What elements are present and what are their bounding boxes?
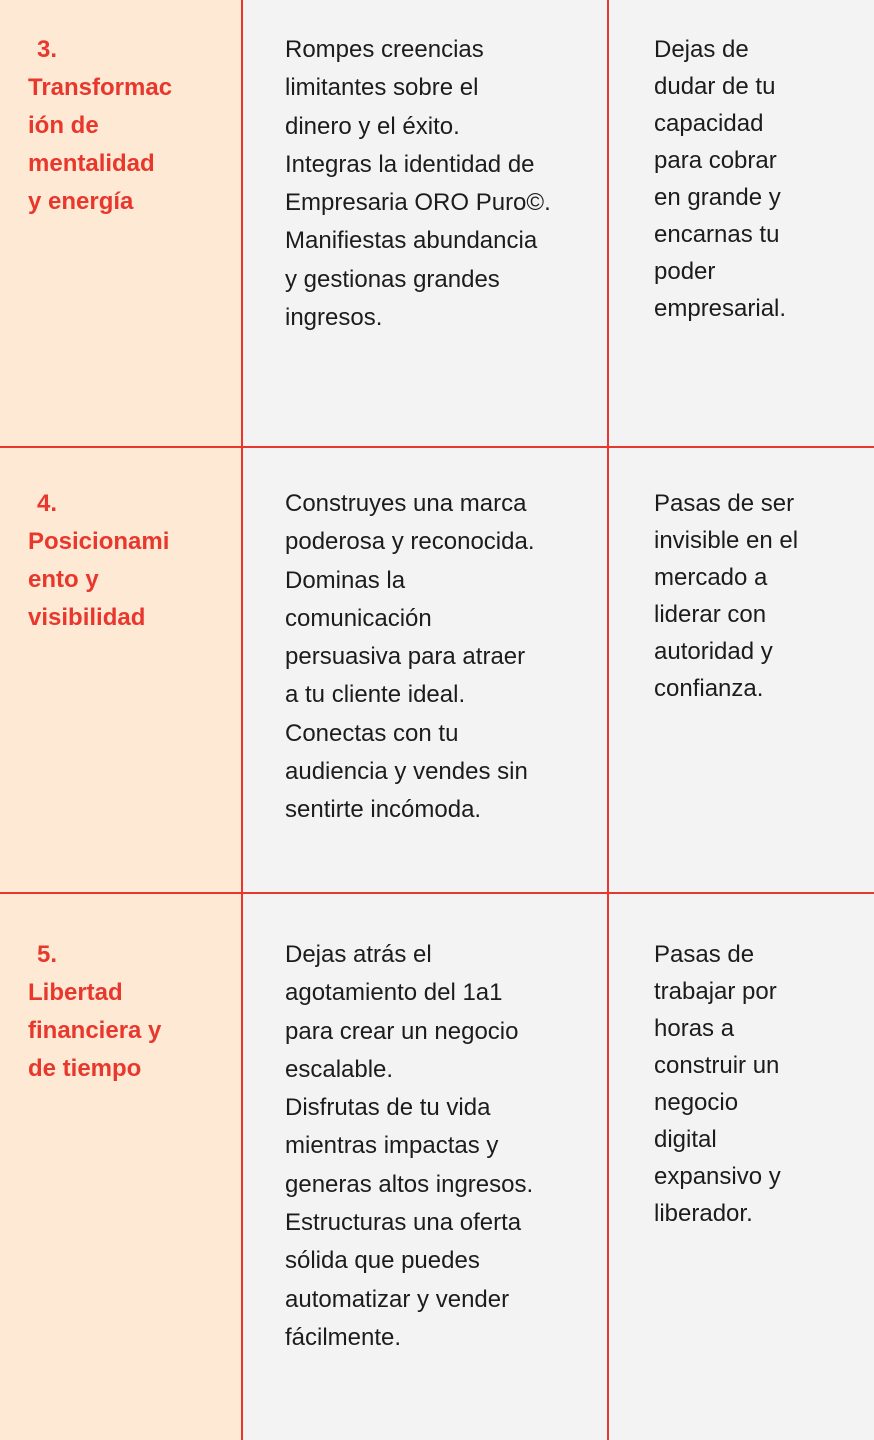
table-row: [0, 894, 874, 1440]
pillar-number: 5.: [37, 941, 58, 968]
result-cell: Pasas de trabajar por horas a construir un negocio digital expansivo y liberador.: [654, 941, 781, 1227]
pillar-number: 3.: [37, 36, 58, 63]
result-cell: Dejas de dudar de tu capacidad para cobrar en grande y encarnas tu poder empresarial.: [654, 36, 787, 322]
pillar-title: Posicionami ento y visibilidad: [28, 528, 170, 631]
table-row: [0, 448, 874, 894]
pillar-title: Libertad financiera y de tiempo: [28, 979, 162, 1082]
result-cell: Pasas de ser invisible en el mercado a liderar con autoridad y confianza.: [654, 490, 799, 702]
pillar-cell: [0, 894, 243, 1440]
pillar-cell: [0, 0, 243, 446]
pillar-title: Transformac ión de mentalidad y energía: [28, 74, 173, 215]
pillar-cell: [0, 448, 243, 892]
description-cell: Rompes creencias limitantes sobre el dinero y el éxito. Integras la identidad de Empresaria ORO Puro©. Manifiestas abundancia y gestionas grandes ingresos.: [243, 0, 609, 446]
description-cell: Construyes una marca poderosa y reconocida. Dominas la comunicación persuasiva para atraer a tu cliente ideal. Conectas con tu audiencia y vendes sin sentirte incómoda.: [243, 448, 609, 892]
description-cell: Dejas atrás el agotamiento del 1a1 para crear un negocio escalable. Disfrutas de tu vida mientras impactas y generas altos ingresos. Estructuras una oferta sólida que puedes automatizar y vender fácilmente.: [243, 894, 609, 1440]
pillar-number: 4.: [37, 490, 58, 517]
table-row: [0, 0, 874, 448]
